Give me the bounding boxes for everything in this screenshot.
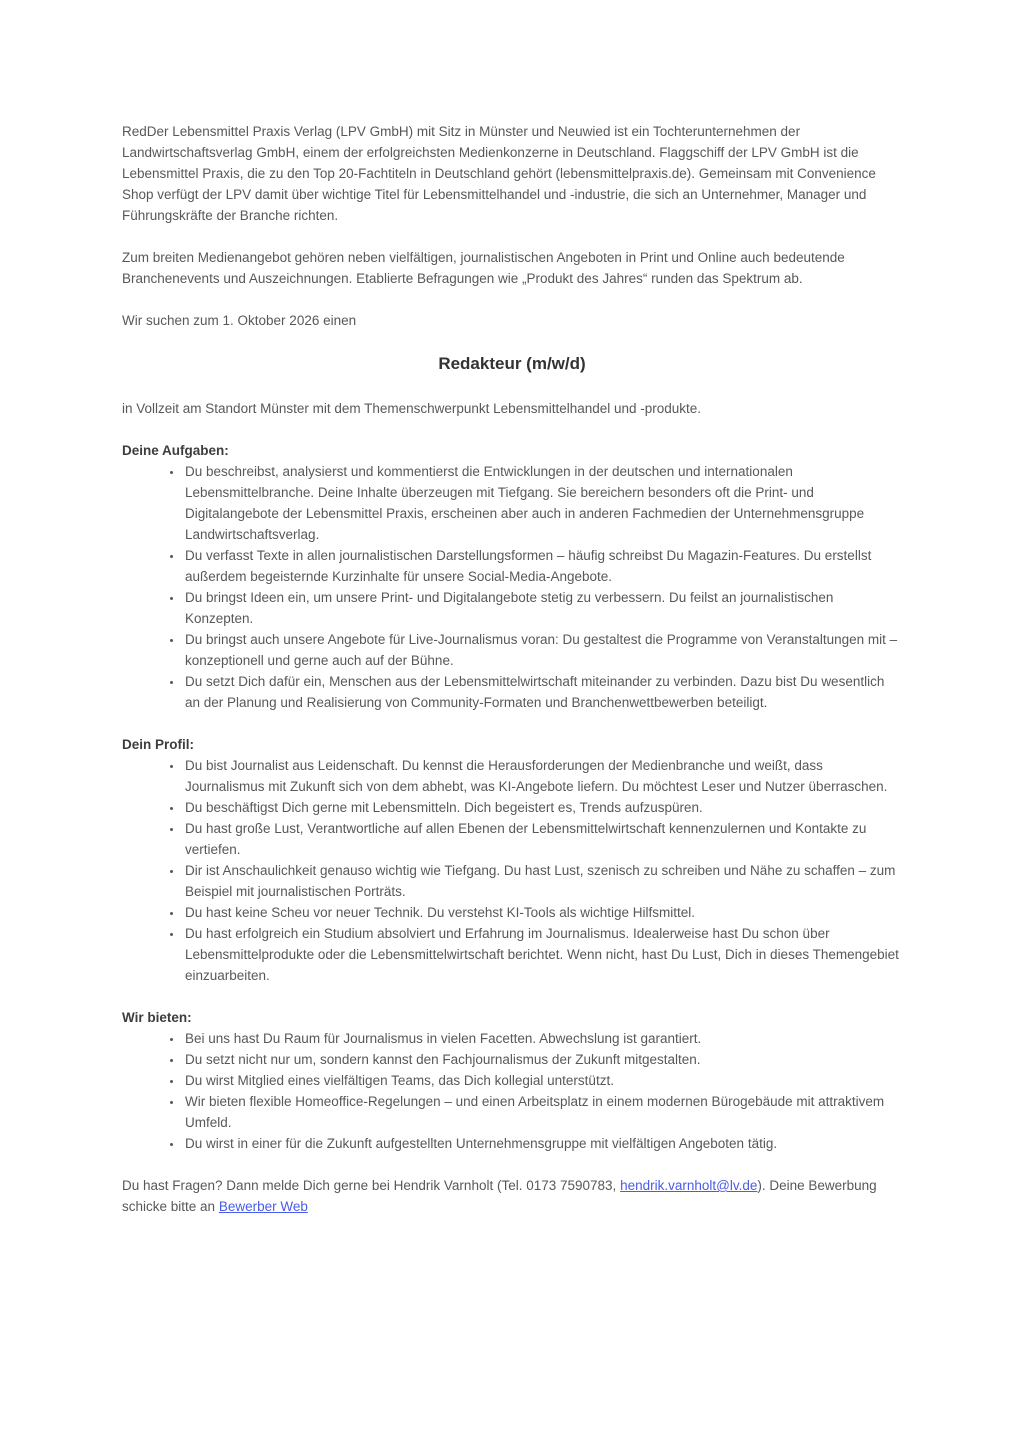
list-item: • Du hast große Lust, Verantwortliche auf allen Ebenen der Lebensmittelwirtschaft kennenzulernen und Kontakte zu vertiefen. — [183, 818, 902, 860]
email-link[interactable]: hendrik.varnholt@lv.de — [620, 1178, 758, 1193]
job-subline: in Vollzeit am Standort Münster mit dem Themenschwerpunkt Lebensmittelhandel und -produkte. — [122, 401, 702, 416]
bullet-list-profil — [122, 755, 902, 986]
closing-text-between: ). Deine Bewerbung schicke bitte an — [122, 1178, 877, 1214]
list-item: • Du wirst in einer für die Zukunft aufgestellten Unternehmensgruppe mit vielfältigen Angeboten tätig. — [183, 1133, 902, 1154]
section-aufgaben — [122, 440, 902, 713]
list-item: • Dir ist Anschaulichkeit genauso wichtig wie Tiefgang. Du hast Lust, szenisch zu schreiben und Nähe zu schaffen – zum Beispiel mit journalistischen Porträts. — [183, 860, 902, 902]
bullet-list-aufgaben — [122, 461, 902, 713]
list-item: • Wir bieten flexible Homeoffice-Regelungen – und einen Arbeitsplatz in einem modernen Bürogebäude mit attraktivem Umfeld. — [183, 1091, 902, 1133]
closing-text-before-email: Du hast Fragen? Dann melde Dich gerne bei Hendrik Varnholt (Tel. 0173 7590783, — [122, 1178, 621, 1193]
intro-paragraph-company: RedDer Lebensmittel Praxis Verlag (LPV GmbH) mit Sitz in Münster und Neuwied ist ein Tochterunternehmen der Landwirtschaftsverlag GmbH, einem der erfolgreichsten Medienkonzerne in Deutschland. Flaggschiff der LPV GmbH ist die Lebensmittel Praxis, die zu den Top 20-Fachtiteln in Deutschland gehört (lebensmittelpraxis.de). Gemeinsam mit Convenience Shop verfügt der LPV damit über wichtige Titel für Lebensmittelhandel und -industrie, die sich an Unternehmer, Manager und Führungskräfte der Branche richten. — [122, 124, 876, 223]
application-web-link[interactable]: Bewerber Web — [218, 1199, 308, 1214]
section-profil — [122, 734, 902, 986]
list-item: • Du bist Journalist aus Leidenschaft. Du kennst die Herausforderungen der Medienbranche und weißt, dass Journalismus mit Zukunft sich von dem abhebt, was KI-Angebote liefern. Du möchtest Leser und Nutzer überraschen. — [183, 755, 902, 797]
list-item: • Du beschreibst, analysierst und kommentierst die Entwicklungen in der deutschen und internationalen Lebensmittelbranche. Deine Inhalte überzeugen mit Tiefgang. Sie bereichern besonders oft die Print- und Digitalangebote der Lebensmittel Praxis, erscheinen aber auch in anderen Fachmedien der Unternehmensgruppe Landwirtschaftsverlag. — [183, 461, 902, 545]
list-item: • Du setzt nicht nur um, sondern kannst den Fachjournalismus der Zukunft mitgestalten. — [183, 1049, 902, 1070]
list-item: • Du hast erfolgreich ein Studium absolviert und Erfahrung im Journalismus. Idealerweise hast Du schon über Lebensmittelprodukte oder die Lebensmittelwirtschaft berichtet. Wenn nicht, hast Du Lust, Dich in dieses Themengebiet einzuarbeiten. — [183, 923, 902, 986]
list-item: • Bei uns hast Du Raum für Journalismus in vielen Facetten. Abwechslung ist garantiert. — [183, 1028, 902, 1049]
list-item: • Du bringst Ideen ein, um unsere Print- und Digitalangebote stetig zu verbessern. Du feilst an journalistischen Konzepten. — [183, 587, 902, 629]
section-heading-profil: Dein Profil: — [122, 737, 195, 752]
list-item: • Du wirst Mitglied eines vielfältigen Teams, das Dich kollegial unterstützt. — [183, 1070, 902, 1091]
list-item: • Du beschäftigst Dich gerne mit Lebensmitteln. Dich begeistert es, Trends aufzuspüren. — [183, 797, 902, 818]
intro-paragraph-media: Zum breiten Medienangebot gehören neben vielfältigen, journalistischen Angeboten in Print und Online auch bedeutende Branchenevents und Auszeichnungen. Etablierte Befragungen wie „Produkt des Jahres“ runden das Spektrum ab. — [122, 250, 845, 286]
job-title: Redakteur (m/w/d) — [438, 354, 586, 373]
list-item: • Du bringst auch unsere Angebote für Live-Journalismus voran: Du gestaltest die Programme von Veranstaltungen mit – konzeptionell und gerne auch auf der Bühne. — [183, 629, 902, 671]
section-heading-wir-bieten: Wir bieten: — [122, 1010, 192, 1025]
section-heading-aufgaben: Deine Aufgaben: — [122, 443, 229, 458]
list-item: • Du hast keine Scheu vor neuer Technik. Du verstehst KI-Tools als wichtige Hilfsmittel. — [183, 902, 902, 923]
list-item: • Du setzt Dich dafür ein, Menschen aus der Lebensmittelwirtschaft miteinander zu verbinden. Dazu bist Du wesentlich an der Planung und Realisierung von Community-Formaten und Branchenwettbewerben beteiligt. — [183, 671, 902, 713]
bullet-list-wir-bieten — [122, 1028, 902, 1154]
closing-paragraph — [122, 1175, 902, 1217]
intro-line: Wir suchen zum 1. Oktober 2026 einen — [122, 313, 357, 328]
list-item: • Du verfasst Texte in allen journalistischen Darstellungsformen – häufig schreibst Du Magazin-Features. Du erstellst außerdem begeisternde Kurzinhalte für unsere Social-Media-Angebote. — [183, 545, 902, 587]
section-wir-bieten — [122, 1007, 902, 1154]
